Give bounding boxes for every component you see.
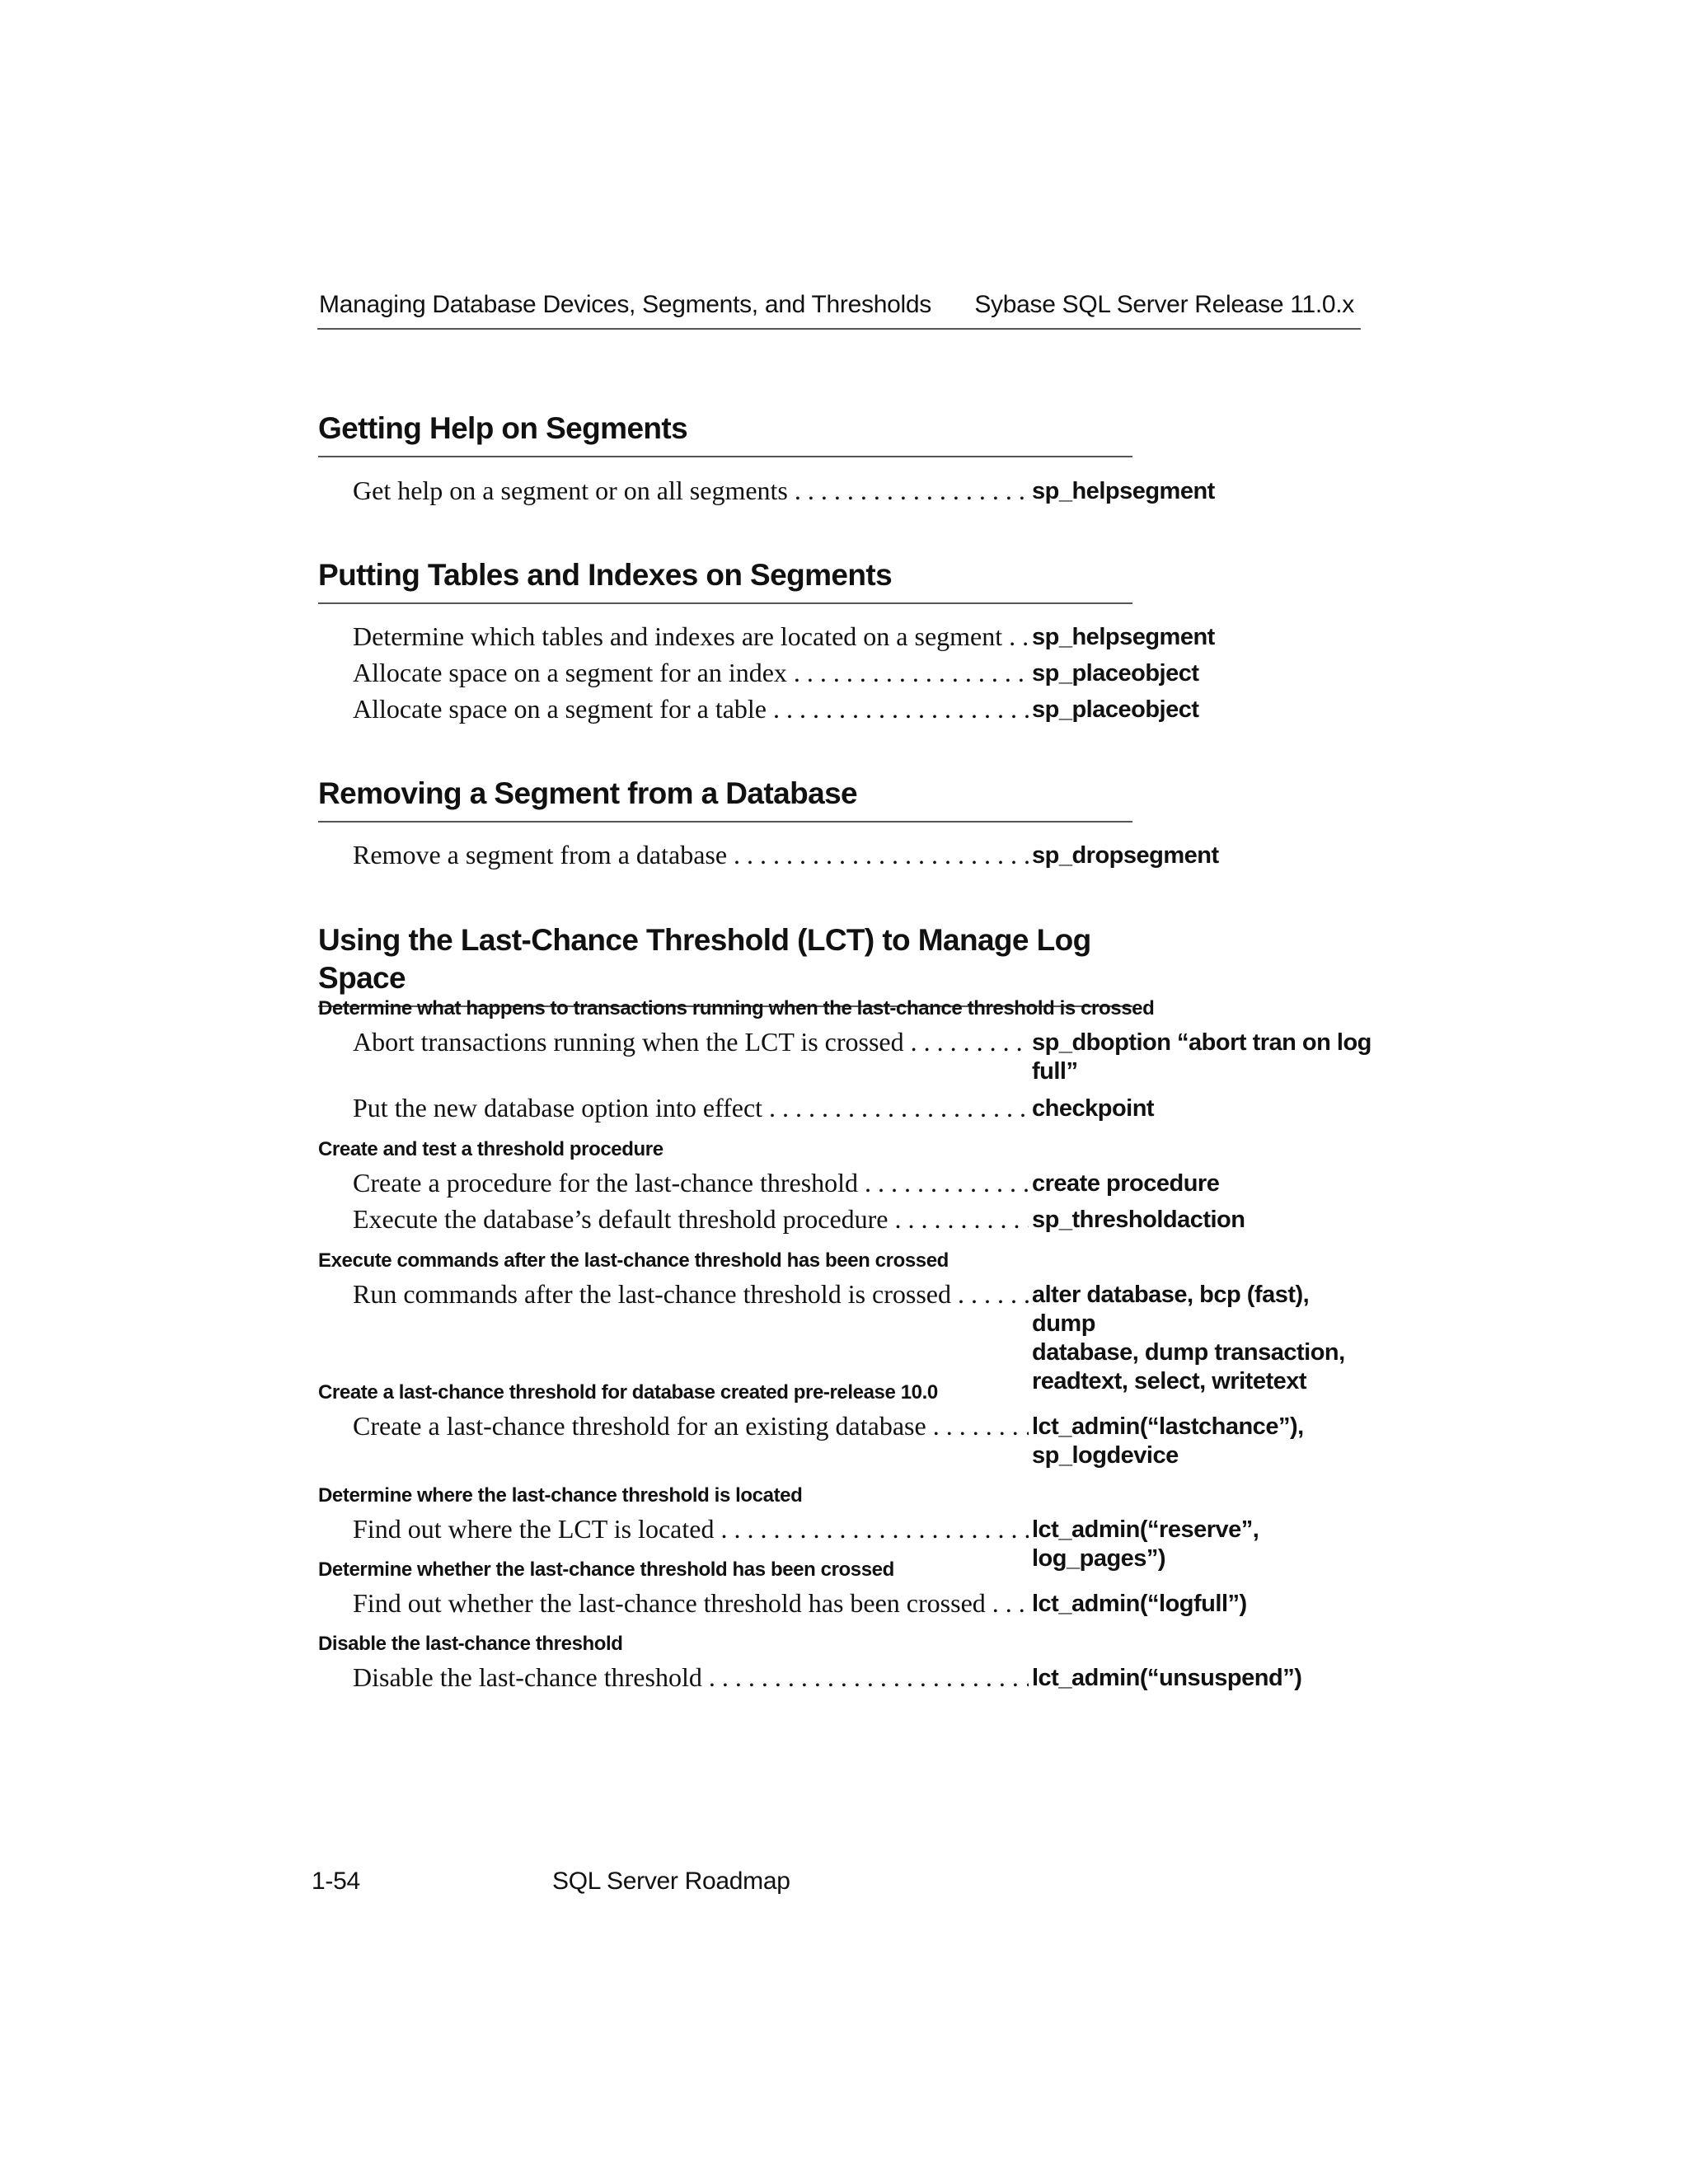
- entry-command-line: full”: [1032, 1058, 1078, 1085]
- list-item: [353, 1091, 1383, 1129]
- list-item: [353, 474, 1383, 512]
- entry-description: Find out whether the last-chance threshold has been crossed: [353, 1588, 986, 1618]
- list-item: [353, 1409, 1383, 1469]
- group-subheading: Determine whether the last-chance threshold has been crossed: [318, 1558, 894, 1581]
- entry-description: Allocate space on a segment for an index: [353, 658, 787, 687]
- list-item: [353, 1661, 1383, 1699]
- leader-dots: [951, 1279, 1029, 1309]
- leader-dots: [858, 1168, 1029, 1197]
- entry-command-line: database, dump transaction,: [1032, 1339, 1345, 1366]
- entry-command-line: lct_admin(“lastchance”),: [1032, 1413, 1304, 1440]
- list-item: [353, 1025, 1383, 1085]
- entry-description: Remove a segment from a database: [353, 840, 728, 869]
- entry-command: [1032, 1029, 1378, 1086]
- leader-dots: [788, 476, 1029, 505]
- section-title-last-chance-threshold: Using the Last-Chance Threshold (LCT) to Manage Log Space: [318, 921, 1132, 1007]
- entry-command: lct_admin(“unsuspend”): [1032, 1665, 1302, 1691]
- entry-command: sp_dropsegment: [1032, 842, 1219, 869]
- entry-command: sp_helpsegment: [1032, 478, 1215, 504]
- entry-description: Create a procedure for the last-chance threshold: [353, 1168, 859, 1197]
- leader-dots: [714, 1514, 1029, 1544]
- section-title-getting-help: Getting Help on Segments: [318, 410, 1132, 457]
- entry-description: Disable the last-chance threshold: [353, 1662, 702, 1692]
- entry-description: Determine which tables and indexes are located on a segment: [353, 621, 1003, 651]
- entry-description: Create a last-chance threshold for an existing database: [353, 1411, 926, 1441]
- entry-command: [1032, 1281, 1378, 1396]
- footer-book-title: SQL Server Roadmap: [552, 1868, 790, 1895]
- entry-command: sp_helpsegment: [1032, 624, 1215, 650]
- entry-description: Get help on a segment or on all segments: [353, 476, 788, 505]
- entry-command: [1032, 1413, 1378, 1470]
- entry-description: Abort transactions running when the LCT is crossed: [353, 1027, 904, 1057]
- header-chapter-title: Managing Database Devices, Segments, and Thresholds: [319, 291, 931, 318]
- entry-description: Execute the database’s default threshold procedure: [353, 1204, 889, 1234]
- list-item: [353, 656, 1383, 694]
- list-item: [353, 1202, 1383, 1240]
- entry-command: sp_placeobject: [1032, 696, 1199, 723]
- list-item: [353, 1166, 1383, 1204]
- entry-command: sp_thresholdaction: [1032, 1207, 1245, 1233]
- entry-description: Find out where the LCT is located: [353, 1514, 715, 1544]
- entry-command-line: readtext, select, writetext: [1032, 1368, 1307, 1394]
- list-item: [353, 692, 1383, 730]
- list-item: [353, 838, 1383, 876]
- group-subheading: Determine what happens to transactions running when the last-chance threshold is crossed: [318, 997, 1155, 1019]
- entry-command-line: alter database, bcp (fast), dump: [1032, 1282, 1310, 1337]
- entry-command-line: sp_dboption “abort tran on log: [1032, 1029, 1372, 1056]
- entry-description: Run commands after the last-chance threshold is crossed: [353, 1279, 951, 1309]
- group-subheading: Create a last-chance threshold for database created pre-release 10.0: [318, 1381, 938, 1404]
- entry-command-line: sp_logdevice: [1032, 1442, 1179, 1469]
- leader-dots: [1002, 621, 1029, 651]
- leader-dots: [926, 1411, 1029, 1441]
- list-item: [353, 620, 1383, 658]
- section-title-putting-tables: Putting Tables and Indexes on Segments: [318, 556, 1132, 604]
- leader-dots: [727, 840, 1029, 869]
- entry-description: Allocate space on a segment for a table: [353, 694, 767, 724]
- group-subheading: Execute commands after the last-chance threshold has been crossed: [318, 1249, 949, 1272]
- section-title-removing-segment: Removing a Segment from a Database: [318, 775, 1132, 823]
- leader-dots: [787, 658, 1029, 687]
- list-item: [353, 1586, 1383, 1624]
- entry-command: lct_admin(“logfull”): [1032, 1591, 1247, 1617]
- leader-dots: [986, 1588, 1029, 1618]
- group-subheading: Determine where the last-chance threshold is located: [318, 1484, 803, 1507]
- leader-dots: [904, 1027, 1029, 1057]
- group-subheading: Create and test a threshold procedure: [318, 1138, 663, 1160]
- leader-dots: [702, 1662, 1029, 1692]
- footer-page-number: 1-54: [312, 1868, 360, 1895]
- entry-command: create procedure: [1032, 1170, 1220, 1197]
- header-product-release: Sybase SQL Server Release 11.0.x: [974, 291, 1354, 318]
- leader-dots: [889, 1204, 1029, 1234]
- leader-dots: [767, 694, 1029, 724]
- entry-command: checkpoint: [1032, 1095, 1155, 1122]
- running-header: [317, 290, 1361, 330]
- entry-command: lct_admin(“reserve”, log_pages”): [1032, 1516, 1259, 1572]
- group-subheading: Disable the last-chance threshold: [318, 1633, 623, 1655]
- entry-command: sp_placeobject: [1032, 660, 1199, 687]
- leader-dots: [762, 1093, 1029, 1122]
- entry-description: Put the new database option into effect: [353, 1093, 763, 1122]
